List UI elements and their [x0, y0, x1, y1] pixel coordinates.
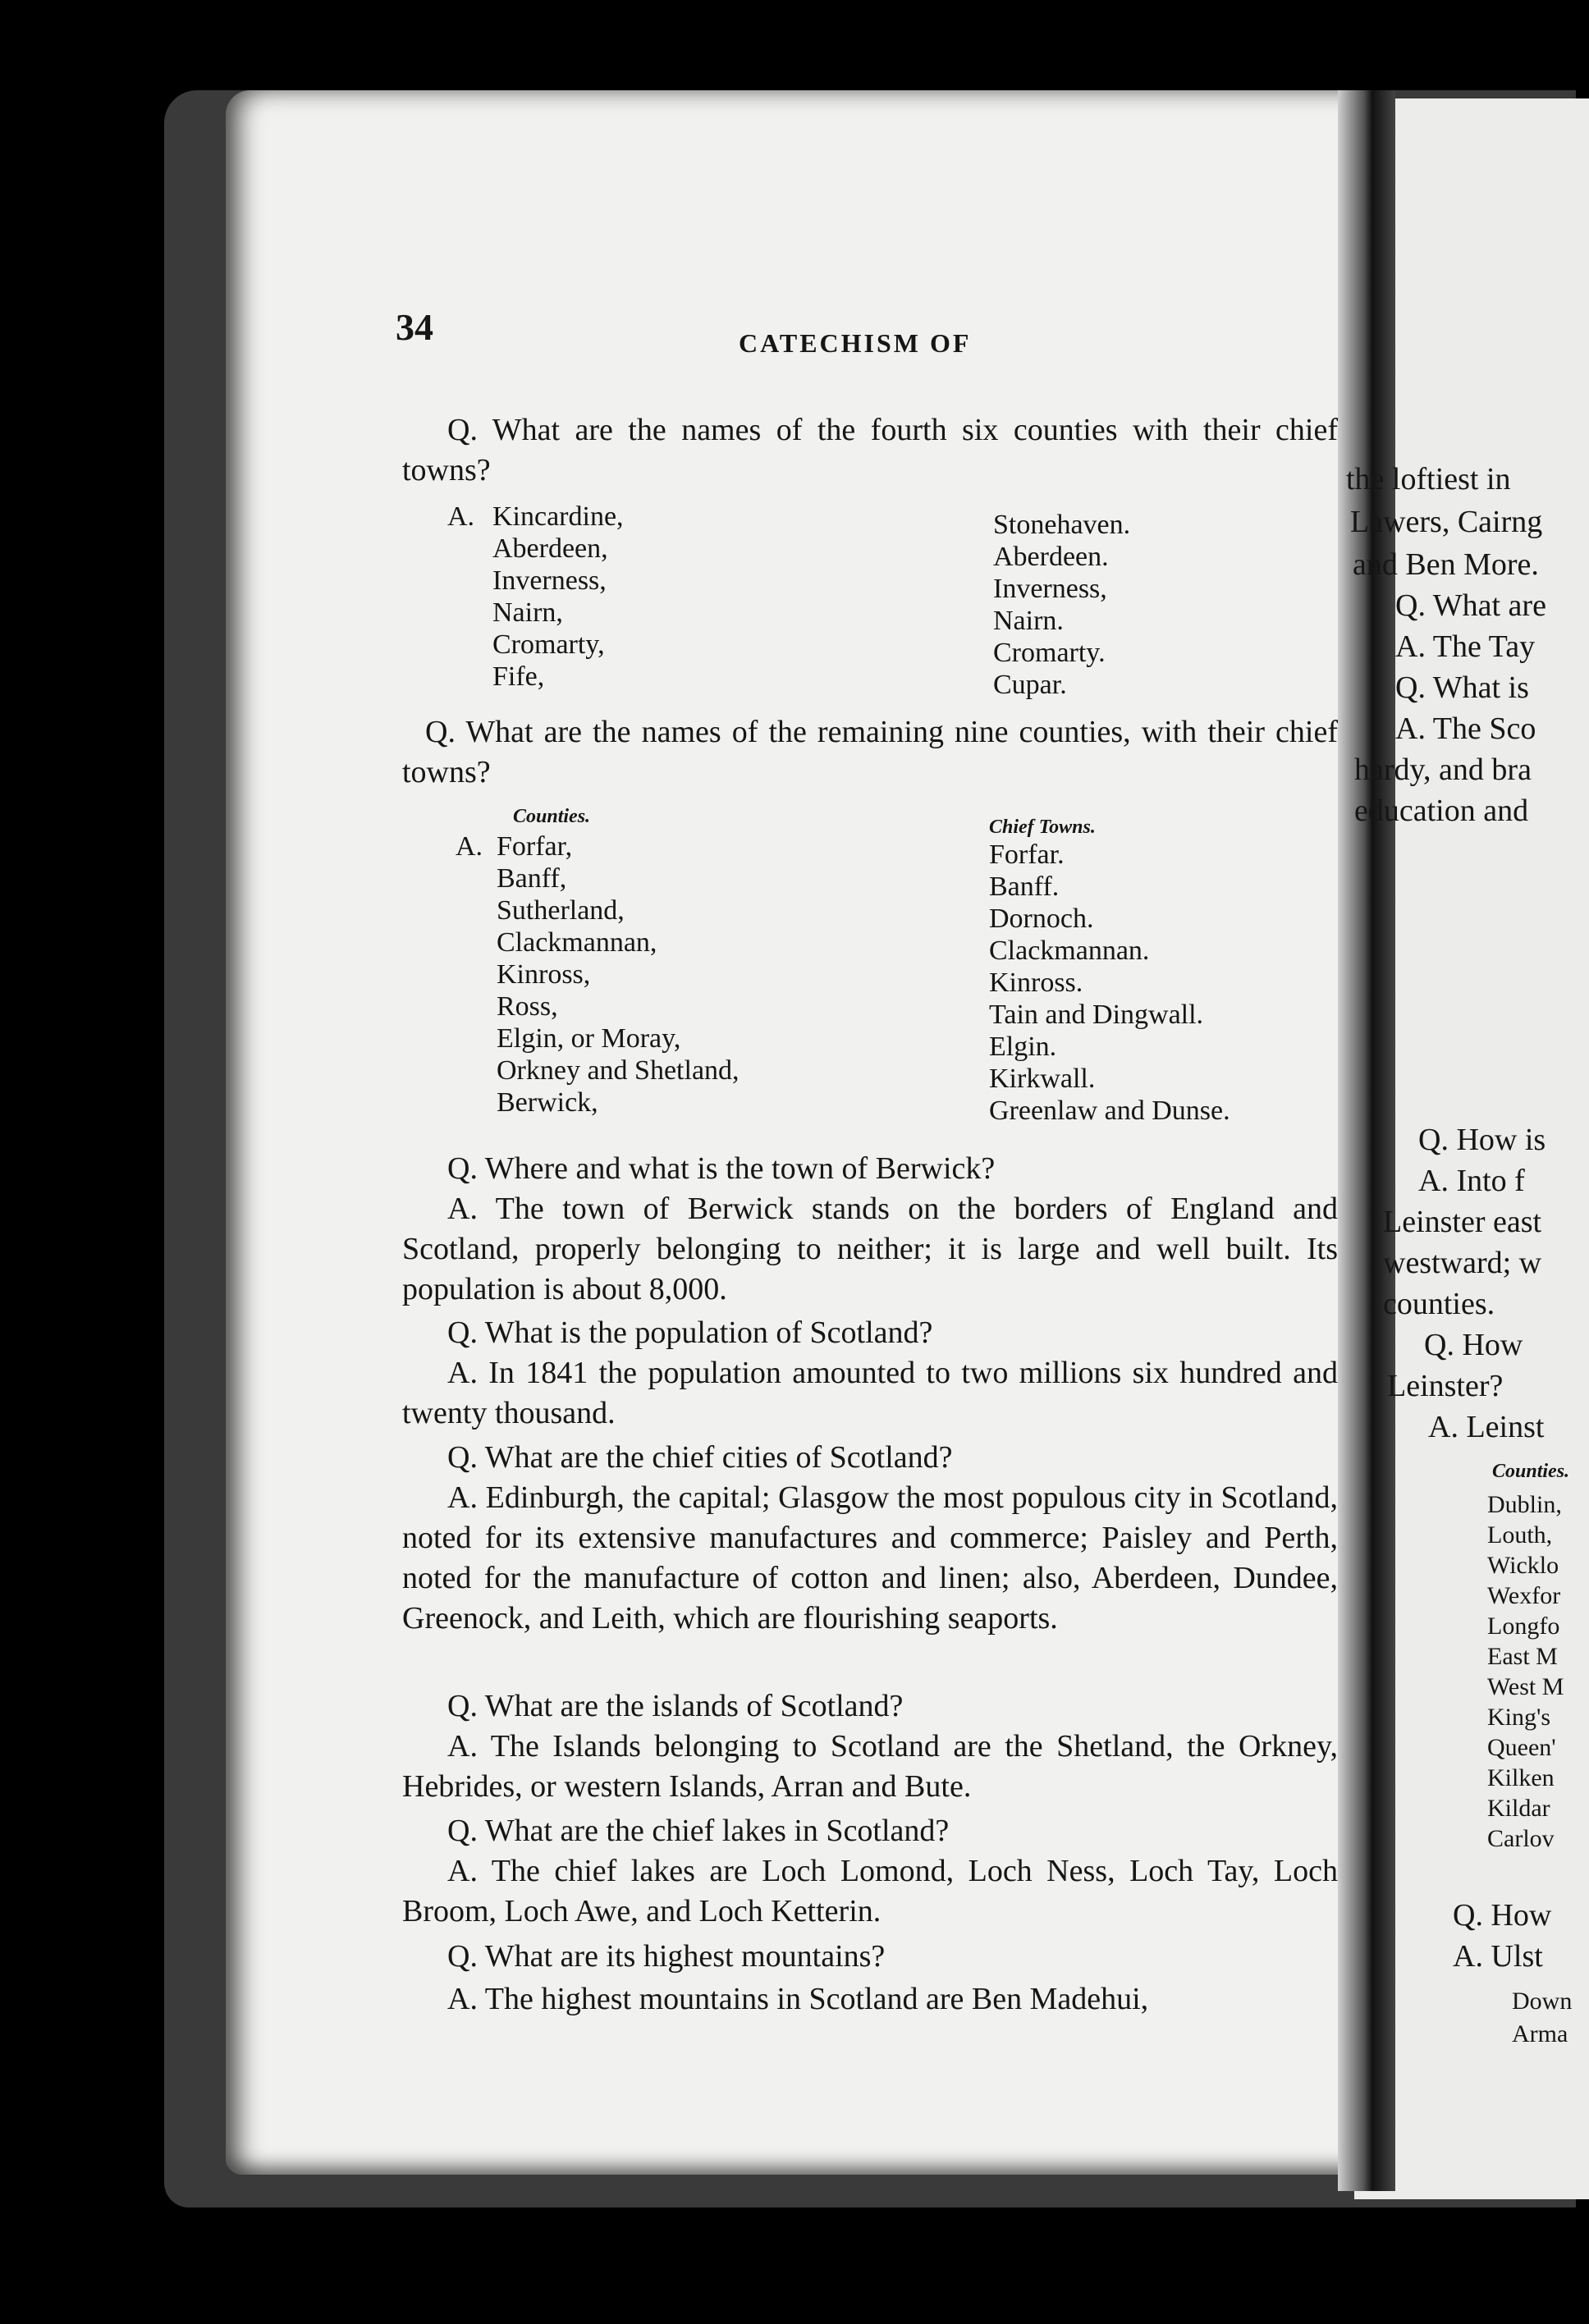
right-line: the loftiest in	[1346, 462, 1511, 496]
county: Inverness,	[492, 565, 607, 596]
right-line: A. The Sco	[1395, 711, 1536, 746]
answer-lakes: A. The chief lakes are Loch Lomond, Loch Ness, Loch Tay, Loch Broom, Loch Awe, and Loch Ketterin.	[402, 1854, 1338, 1928]
counties-column-header: Counties.	[513, 806, 591, 827]
question-islands: Q. What are the islands of Scotland?	[447, 1689, 904, 1723]
right-line: Q. How	[1424, 1328, 1523, 1362]
county: Sutherland,	[497, 895, 625, 926]
chief-towns-column-header: Chief Towns.	[989, 817, 1096, 838]
answer-berwick: A. The town of Berwick stands on the borders of England and Scotland, properly belonging to neither; it is large and well built. Its population is about 8,000.	[402, 1192, 1338, 1306]
right-line: Lawers, Cairng	[1350, 505, 1543, 539]
answer-marker: A.	[456, 831, 483, 862]
right-county: Wexfor	[1487, 1582, 1561, 1609]
county: Ross,	[497, 991, 558, 1022]
book-gutter	[1338, 90, 1395, 2191]
right-county: Wicklo	[1487, 1552, 1559, 1579]
right-line: Q. What are	[1395, 588, 1546, 623]
chief-town: Stonehaven.	[993, 510, 1131, 540]
question-mountains: Q. What are its highest mountains?	[447, 1939, 886, 1974]
chief-town: Banff.	[989, 872, 1060, 902]
answer-marker: A.	[447, 501, 475, 532]
right-line: Leinster?	[1387, 1369, 1504, 1403]
question-fourth-six-counties: Q. What are the names of the fourth six counties with their chief towns?	[402, 413, 1338, 487]
county: Banff,	[497, 863, 567, 894]
right-line: and Ben More.	[1353, 547, 1539, 582]
right-line: Q. How	[1453, 1898, 1552, 1933]
right-counties-header: Counties.	[1492, 1461, 1570, 1482]
right-line: A. Ulst	[1453, 1939, 1543, 1974]
town-list-1	[993, 509, 1130, 701]
county: Berwick,	[497, 1087, 598, 1118]
chief-town: Cromarty.	[993, 638, 1106, 668]
chief-town: Dornoch.	[989, 904, 1094, 934]
answer-population: A. In 1841 the population amounted to two millions six hundred and twenty thousand.	[402, 1356, 1338, 1430]
county: Clackmannan,	[497, 927, 657, 958]
right-line: hardy, and bra	[1354, 753, 1532, 787]
right-line: A. Leinst	[1428, 1410, 1545, 1444]
right-county: Louth,	[1487, 1521, 1553, 1549]
county-list-2	[497, 830, 740, 1119]
question-population: Q. What is the population of Scotland?	[447, 1315, 933, 1350]
chief-town: Greenlaw and Dunse.	[989, 1096, 1230, 1126]
right-line: westward; w	[1383, 1246, 1542, 1280]
county: Nairn,	[492, 597, 563, 628]
chief-town: Clackmannan.	[989, 936, 1150, 966]
question-remaining-nine-counties: Q. What are the names of the remaining nine counties, with their chief towns?	[402, 715, 1338, 789]
right-county: East M	[1487, 1643, 1558, 1670]
chief-town: Kinross.	[989, 968, 1083, 998]
county: Aberdeen,	[492, 533, 608, 564]
county: Forfar,	[497, 831, 573, 862]
chief-town: Cupar.	[993, 670, 1067, 700]
answer-islands: A. The Islands belonging to Scotland are the Shetland, the Orkney, Hebrides, or western Islands, Arran and Bute.	[402, 1729, 1338, 1804]
chief-town: Tain and Dingwall.	[989, 1000, 1204, 1030]
right-line: Q. How is	[1418, 1123, 1546, 1157]
right-line: counties.	[1383, 1287, 1495, 1321]
right-county: Longfo	[1487, 1613, 1560, 1640]
right-county: West M	[1487, 1673, 1564, 1700]
county: Fife,	[492, 661, 545, 692]
right-line: Q. What is	[1395, 670, 1529, 705]
right-county: Queen'	[1487, 1734, 1556, 1761]
right-county: Kildar	[1487, 1795, 1550, 1822]
question-chief-cities: Q. What are the chief cities of Scotland?	[447, 1440, 953, 1475]
question-lakes: Q. What are the chief lakes in Scotland?	[447, 1814, 950, 1848]
chief-town: Kirkwall.	[989, 1064, 1096, 1094]
chief-town: Elgin.	[989, 1032, 1057, 1062]
county: Elgin, or Moray,	[497, 1023, 681, 1054]
right-county: Dublin,	[1487, 1491, 1562, 1518]
chief-town: Aberdeen.	[993, 542, 1109, 572]
county: Orkney and Shetland,	[497, 1055, 740, 1086]
town-list-2	[989, 839, 1230, 1127]
county: Cromarty,	[492, 629, 605, 660]
county-list-1	[492, 501, 624, 693]
right-line: Leinster east	[1383, 1205, 1542, 1239]
county: Kincardine,	[492, 501, 624, 532]
page-number: 34	[396, 306, 433, 348]
right-line: Arma	[1512, 2020, 1568, 2047]
right-county: King's	[1487, 1704, 1551, 1731]
running-head: CATECHISM OF	[739, 328, 972, 358]
right-line: education and	[1354, 794, 1529, 828]
right-county-list	[1487, 1489, 1564, 1854]
right-county: Kilken	[1487, 1764, 1555, 1791]
chief-town: Forfar.	[989, 839, 1065, 870]
answer-mountains: A. The highest mountains in Scotland are Ben Madehui,	[447, 1982, 1149, 2016]
right-line: Down	[1512, 1988, 1573, 2015]
chief-town: Nairn.	[993, 606, 1064, 636]
right-line: A. The Tay	[1395, 629, 1536, 664]
county: Kinross,	[497, 959, 591, 990]
answer-chief-cities: A. Edinburgh, the capital; Glasgow the most populous city in Scotland, noted for its extensive manufactures and commerce; Paisley and Perth, noted for the manufacture of cotton and linen; also, Aberdeen, Dundee, Greenock, and Leith, which are flourishing seaports.	[402, 1480, 1338, 1635]
right-county: Carlov	[1487, 1825, 1555, 1852]
question-berwick: Q. Where and what is the town of Berwick?	[447, 1151, 996, 1186]
chief-town: Inverness,	[993, 574, 1107, 604]
right-line: A. Into f	[1418, 1164, 1525, 1198]
